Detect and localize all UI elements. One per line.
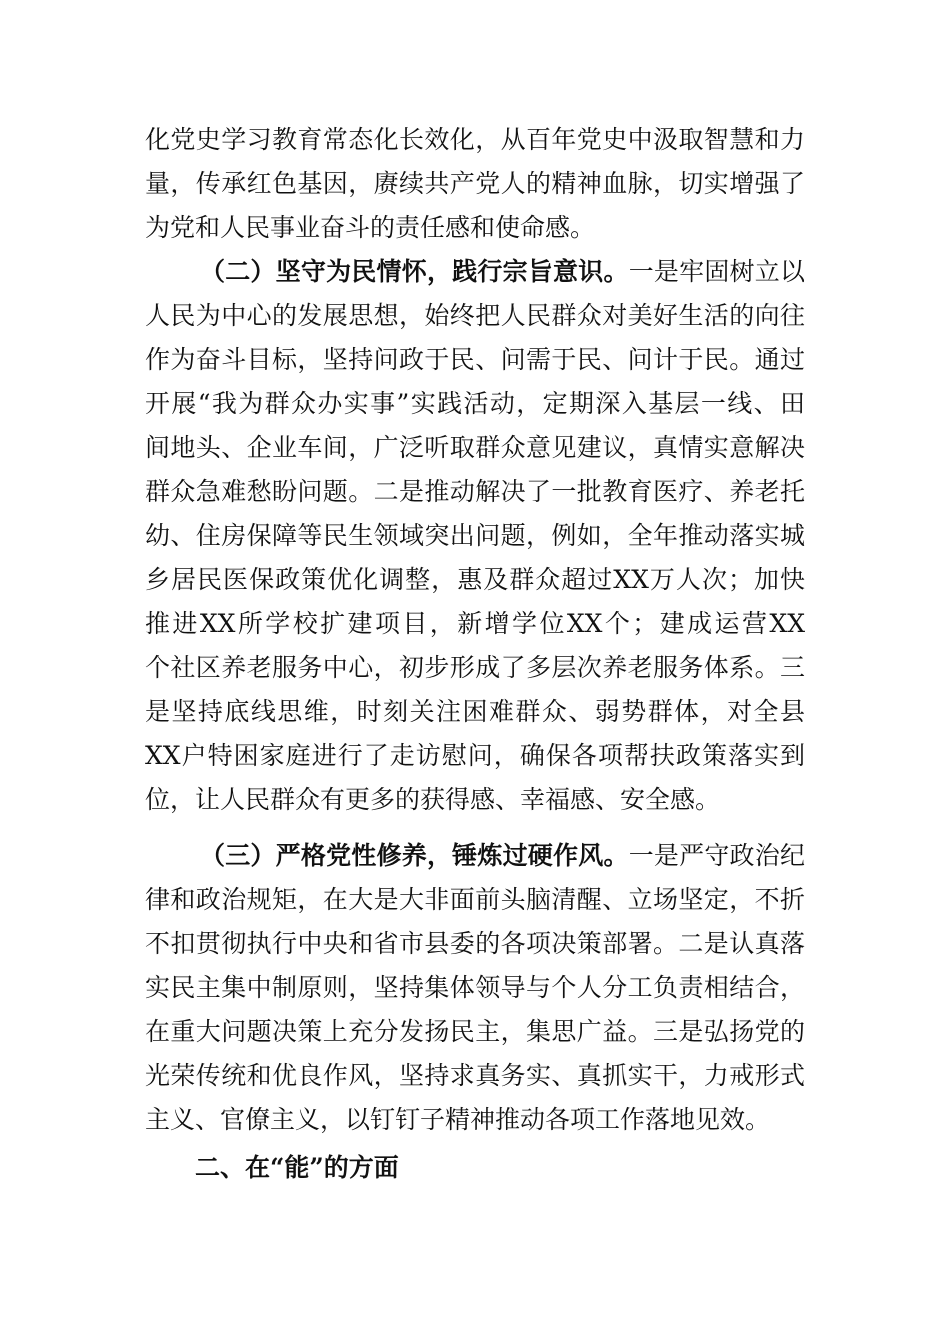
paragraph-2-line-4: 开展“我为群众办实事”实践活动，定期深入基层一线、田	[145, 389, 805, 418]
paragraph-2-line-11: 是坚持底线思维，时刻关注困难群众、弱势群体，对全县	[145, 697, 805, 726]
paragraph-3-heading: （三）严格党性修养，锤炼过硬作风。	[200, 841, 629, 870]
paragraph-1-line-2: 量，传承红色基因，赓续共产党人的精神血脉，切实增强了	[145, 169, 805, 198]
paragraph-2-line-9: 推进XX所学校扩建项目，新增学位XX个；建成运营XX	[145, 609, 805, 638]
paragraph-3-line-4: 实民主集中制原则，坚持集体领导与个人分工负责相结合，	[145, 973, 805, 1002]
section-heading: 二、在“能”的方面	[195, 1153, 399, 1182]
paragraph-3-line-5: 在重大问题决策上充分发扬民主，集思广益。三是弘扬党的	[145, 1017, 805, 1046]
paragraph-3-first-text: 一是严守政治纪	[628, 841, 805, 870]
paragraph-2-line-3: 作为奋斗目标，坚持问政于民、问需于民、问计于民。通过	[145, 345, 805, 374]
paragraph-2-line-10: 个社区养老服务中心，初步形成了多层次养老服务体系。三	[145, 653, 805, 682]
paragraph-2-first-text: 一是牢固树立以	[628, 257, 805, 286]
paragraph-1-line-1: 化党史学习教育常态化长效化，从百年党史中汲取智慧和力	[145, 125, 805, 154]
paragraph-3-line-6: 光荣传统和优良作风，坚持求真务实、真抓实干，力戒形式	[145, 1061, 805, 1090]
paragraph-2-line-12: XX户特困家庭进行了走访慰问，确保各项帮扶政策落实到	[145, 741, 805, 770]
paragraph-2-first-line	[200, 250, 805, 294]
paragraph-2-line-13: 位，让人民群众有更多的获得感、幸福感、安全感。	[145, 785, 721, 814]
paragraph-3-line-2: 律和政治规矩，在大是大非面前头脑清醒、立场坚定，不折	[145, 885, 805, 914]
paragraph-2-line-2: 人民为中心的发展思想，始终把人民群众对美好生活的向往	[145, 301, 805, 330]
paragraph-3-first-line	[200, 834, 805, 878]
paragraph-2-line-6: 群众急难愁盼问题。二是推动解决了一批教育医疗、养老托	[145, 477, 805, 506]
paragraph-3-line-3: 不扣贯彻执行中央和省市县委的各项决策部署。二是认真落	[145, 929, 805, 958]
paragraph-3-line-7: 主义、官僚主义，以钉钉子精神推动各项工作落地见效。	[145, 1105, 771, 1134]
paragraph-2-line-7: 幼、住房保障等民生领域突出问题，例如，全年推动落实城	[145, 521, 805, 550]
paragraph-2-line-8: 乡居民医保政策优化调整，惠及群众超过XX万人次；加快	[145, 565, 805, 594]
paragraph-2-heading: （二）坚守为民情怀，践行宗旨意识。	[200, 257, 629, 286]
paragraph-2-line-5: 间地头、企业车间，广泛听取群众意见建议，真情实意解决	[145, 433, 805, 462]
paragraph-1-line-3: 为党和人民事业奋斗的责任感和使命感。	[145, 213, 596, 242]
